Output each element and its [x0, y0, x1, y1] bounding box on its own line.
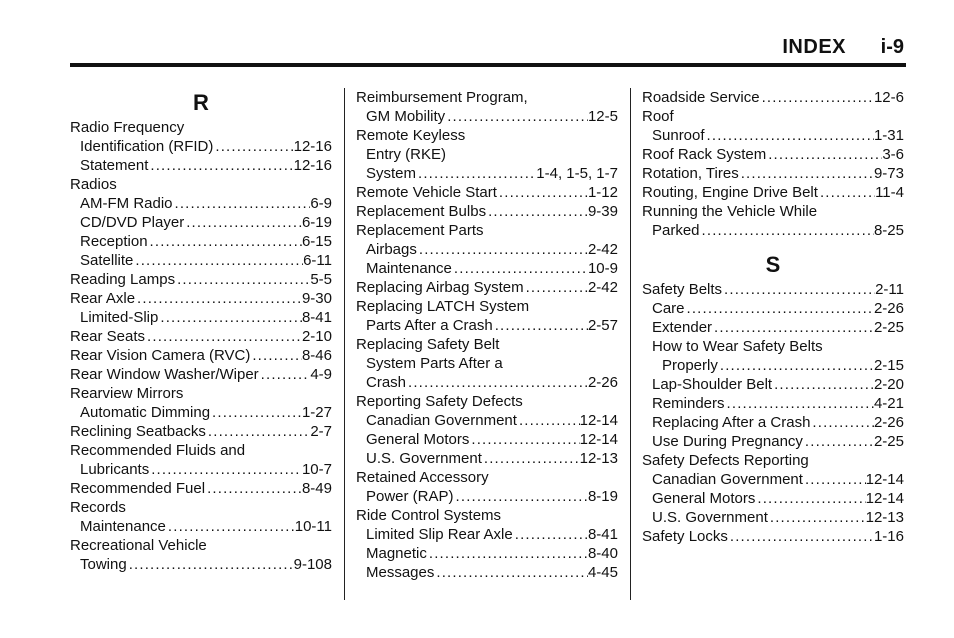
- index-entry-page: 11-4: [875, 184, 904, 201]
- dot-leader: [145, 327, 302, 346]
- index-entry: [356, 126, 618, 145]
- index-entry-page: 10-11: [294, 518, 332, 535]
- index-entry-text: Rear Vision Camera (RVC): [70, 347, 251, 364]
- index-entry-page: 2-11: [875, 281, 904, 298]
- index-entry-text: Running the Vehicle While: [642, 203, 818, 220]
- index-entry-page: 12-5: [587, 108, 618, 125]
- index-entry: [70, 156, 332, 175]
- index-entry-text: GM Mobility: [366, 108, 446, 125]
- dot-leader: [158, 308, 302, 327]
- index-entry-page: 1-4, 1-5, 1-7: [536, 165, 618, 182]
- index-entry-list: [356, 88, 618, 582]
- dot-leader: [718, 356, 874, 375]
- index-entry: [642, 413, 904, 432]
- index-entry-text: Crash: [366, 374, 407, 391]
- index-entry-page: 8-41: [587, 526, 618, 543]
- dot-leader: [739, 164, 874, 183]
- index-entry-page: 10-9: [587, 260, 618, 277]
- dot-leader: [497, 183, 588, 202]
- index-entry: [356, 316, 618, 335]
- index-entry-text: U.S. Government: [652, 509, 768, 526]
- index-entry-page: 1-12: [587, 184, 618, 201]
- dot-leader: [454, 487, 588, 506]
- dot-leader: [760, 88, 874, 107]
- dot-leader: [210, 403, 302, 422]
- dot-leader: [127, 555, 294, 574]
- dot-leader: [513, 525, 588, 544]
- index-entry-text: Magnetic: [366, 545, 427, 562]
- index-entry: [642, 337, 904, 356]
- index-entry-page: 2-26: [873, 414, 904, 431]
- index-entry-page: 12-16: [293, 157, 332, 174]
- index-entry: [642, 88, 904, 107]
- index-entry: [70, 289, 332, 308]
- index-entry: [642, 183, 904, 202]
- index-entry: [356, 88, 618, 107]
- index-entry-text: Replacing LATCH System: [356, 298, 530, 315]
- dot-leader: [700, 221, 874, 240]
- index-entry: [70, 555, 332, 574]
- index-entry-text: Power (RAP): [366, 488, 454, 505]
- index-entry: [356, 145, 618, 164]
- index-entry-page: 2-10: [301, 328, 332, 345]
- index-entry: [356, 430, 618, 449]
- index-entry: [356, 354, 618, 373]
- index-entry-page: 12-14: [865, 471, 904, 488]
- index-entry-page: 2-7: [310, 423, 332, 440]
- index-entry-page: 8-19: [587, 488, 618, 505]
- dot-leader: [205, 479, 302, 498]
- dot-leader: [184, 213, 302, 232]
- index-entry-text: Parts After a Crash: [366, 317, 493, 334]
- dot-leader: [803, 432, 874, 451]
- index-entry: [70, 498, 332, 517]
- index-entry: [356, 240, 618, 259]
- index-entry: [642, 432, 904, 451]
- index-entry: [356, 468, 618, 487]
- header-title: INDEX: [782, 36, 846, 58]
- index-entry-page: 8-41: [301, 309, 332, 326]
- index-entry-text: Rear Window Washer/Wiper: [70, 366, 259, 383]
- index-entry-text: Reclining Seatbacks: [70, 423, 206, 440]
- index-entry-page: 6-15: [301, 233, 332, 250]
- index-entry: [356, 183, 618, 202]
- index-entry: [642, 527, 904, 546]
- index-entry-text: Automatic Dimming: [80, 404, 211, 421]
- index-entry-text: Reporting Safety Defects: [356, 393, 523, 410]
- dot-leader: [810, 413, 874, 432]
- index-entry-text: Recommended Fuel: [70, 480, 206, 497]
- index-entry: [70, 137, 332, 156]
- index-entry: [356, 335, 618, 354]
- index-entry: [356, 297, 618, 316]
- index-entry-page: 9-108: [293, 556, 332, 573]
- dot-leader: [524, 278, 588, 297]
- index-entry: [642, 318, 904, 337]
- index-entry: [356, 202, 618, 221]
- index-entry-text: Maintenance: [366, 260, 452, 277]
- index-entry-page: 2-15: [873, 357, 904, 374]
- dot-leader: [493, 316, 588, 335]
- index-entry-page: 2-26: [873, 300, 904, 317]
- index-entry-page: 6-11: [303, 252, 332, 269]
- index-entry: [356, 563, 618, 582]
- index-column-1: [70, 88, 332, 574]
- dot-leader: [818, 183, 875, 202]
- index-entry-page: 12-14: [865, 490, 904, 507]
- index-entry: [70, 327, 332, 346]
- index-entry-text: Statement: [80, 157, 149, 174]
- index-entry-page: 12-13: [865, 509, 904, 526]
- dot-leader: [725, 394, 874, 413]
- index-entry-text: Rear Seats: [70, 328, 146, 345]
- index-entry: [642, 451, 904, 470]
- index-entry: [642, 164, 904, 183]
- index-column-3: [642, 88, 904, 546]
- index-entry-page: 2-57: [587, 317, 618, 334]
- dot-leader: [486, 202, 588, 221]
- index-entry: [356, 107, 618, 126]
- index-entry-page: 6-19: [301, 214, 332, 231]
- dot-leader: [452, 259, 588, 278]
- index-entry-page: 8-25: [873, 222, 904, 239]
- dot-leader: [149, 460, 302, 479]
- index-entry: [356, 392, 618, 411]
- index-entry-page: 12-6: [873, 89, 904, 106]
- column-divider: [630, 88, 631, 600]
- index-entry-text: Radios: [70, 176, 117, 193]
- dot-leader: [175, 270, 310, 289]
- section-spacer: [642, 240, 904, 250]
- index-entry-text: General Motors: [366, 431, 470, 448]
- index-entry: [642, 126, 904, 145]
- index-entry: [356, 487, 618, 506]
- dot-leader: [482, 449, 580, 468]
- index-entry-text: Replacing After a Crash: [652, 414, 811, 431]
- index-entry-text: Replacement Bulbs: [356, 203, 487, 220]
- index-column-2: [356, 88, 618, 582]
- index-entry-text: Towing: [80, 556, 127, 573]
- index-entry-text: Roadside Service: [642, 89, 760, 106]
- dot-leader: [213, 137, 293, 156]
- index-entry-page: 4-9: [310, 366, 332, 383]
- index-entry: [70, 175, 332, 194]
- dot-leader: [434, 563, 588, 582]
- dot-leader: [766, 145, 882, 164]
- index-entry-list: [70, 118, 332, 574]
- index-entry-text: Safety Defects Reporting: [642, 452, 809, 469]
- dot-leader: [250, 346, 302, 365]
- index-entry-page: 2-42: [587, 241, 618, 258]
- index-entry-page: 12-14: [579, 431, 618, 448]
- index-entry-text: Rear Axle: [70, 290, 136, 307]
- dot-leader: [803, 470, 866, 489]
- index-entry: [70, 232, 332, 251]
- index-entry-page: 9-73: [873, 165, 904, 182]
- index-entry-text: Limited Slip Rear Axle: [366, 526, 513, 543]
- index-entry: [642, 470, 904, 489]
- index-entry-text: System: [366, 165, 417, 182]
- index-entry-text: Roof: [642, 108, 674, 125]
- dot-leader: [772, 375, 874, 394]
- dot-leader: [406, 373, 588, 392]
- dot-leader: [173, 194, 311, 213]
- dot-leader: [135, 289, 302, 308]
- dot-leader: [206, 422, 310, 441]
- index-entry-text: Safety Locks: [642, 528, 728, 545]
- index-entry-text: Identification (RFID): [80, 138, 214, 155]
- index-entry-text: Rearview Mirrors: [70, 385, 184, 402]
- index-entry-text: CD/DVD Player: [80, 214, 185, 231]
- index-entry-text: Canadian Government: [366, 412, 517, 429]
- index-entry-text: Care: [652, 300, 685, 317]
- dot-leader: [755, 489, 865, 508]
- index-entry-text: U.S. Government: [366, 450, 482, 467]
- index-entry: [642, 508, 904, 527]
- index-entry-page: 1-16: [873, 528, 904, 545]
- dot-leader: [133, 251, 303, 270]
- dot-leader: [259, 365, 311, 384]
- index-entry-text: Safety Belts: [642, 281, 723, 298]
- index-entry-text: Reception: [80, 233, 148, 250]
- header-page-number: i-9: [880, 36, 904, 58]
- index-entry-list: [642, 280, 904, 546]
- column-divider: [344, 88, 345, 600]
- index-entry-text: Reminders: [652, 395, 725, 412]
- dot-leader: [148, 156, 293, 175]
- index-entry-text: Radio Frequency: [70, 119, 185, 136]
- index-entry-text: Properly: [662, 357, 718, 374]
- index-entry-text: How to Wear Safety Belts: [652, 338, 823, 355]
- index-entry-page: 8-46: [301, 347, 332, 364]
- dot-leader: [166, 517, 295, 536]
- dot-leader: [705, 126, 874, 145]
- index-entry: [642, 145, 904, 164]
- index-entry-page: 8-49: [301, 480, 332, 497]
- index-entry: [356, 506, 618, 525]
- index-entry: [356, 221, 618, 240]
- index-entry: [642, 280, 904, 299]
- index-entry-text: Records: [70, 499, 126, 516]
- index-entry-text: Retained Accessory: [356, 469, 489, 486]
- index-entry-text: Replacing Safety Belt: [356, 336, 500, 353]
- dot-leader: [148, 232, 302, 251]
- index-entry-text: Reading Lamps: [70, 271, 176, 288]
- index-entry-text: Satellite: [80, 252, 134, 269]
- index-entry-page: 9-30: [301, 290, 332, 307]
- index-entry-text: Entry (RKE): [366, 146, 447, 163]
- dot-leader: [416, 164, 536, 183]
- index-entry-page: 2-42: [587, 279, 618, 296]
- index-entry-page: 2-26: [587, 374, 618, 391]
- index-entry-page: 1-27: [301, 404, 332, 421]
- dot-leader: [685, 299, 874, 318]
- dot-leader: [427, 544, 588, 563]
- index-entry: [356, 373, 618, 392]
- index-entry-text: Recommended Fluids and: [70, 442, 246, 459]
- index-entry: [642, 356, 904, 375]
- index-entry-text: Canadian Government: [652, 471, 803, 488]
- index-entry-text: Remote Vehicle Start: [356, 184, 497, 201]
- index-entry-text: Replacing Airbag System: [356, 279, 524, 296]
- index-entry-text: Remote Keyless: [356, 127, 466, 144]
- dot-leader: [768, 508, 866, 527]
- index-entry: [356, 259, 618, 278]
- index-entry-text: Routing, Engine Drive Belt: [642, 184, 818, 201]
- index-entry-page: 4-21: [873, 395, 904, 412]
- index-entry-text: General Motors: [652, 490, 756, 507]
- index-entry-text: Parked: [652, 222, 700, 239]
- index-entry-text: Recreational Vehicle: [70, 537, 207, 554]
- index-entry-page: 12-13: [579, 450, 618, 467]
- section-letter-s: S: [765, 252, 781, 277]
- index-entry-text: Replacement Parts: [356, 222, 484, 239]
- dot-leader: [712, 318, 874, 337]
- page-header: [70, 36, 906, 62]
- index-entry: [70, 270, 332, 289]
- index-entry: [70, 536, 332, 555]
- index-entry-page: 8-40: [587, 545, 618, 562]
- index-entry-page: 12-14: [579, 412, 618, 429]
- index-entry: [70, 517, 332, 536]
- index-entry-page: 10-7: [301, 461, 332, 478]
- index-entry: [356, 449, 618, 468]
- index-entry: [70, 194, 332, 213]
- index-entry: [356, 164, 618, 183]
- dot-leader: [445, 107, 588, 126]
- index-entry-list: [642, 88, 904, 240]
- index-entry-text: Messages: [366, 564, 435, 581]
- index-entry-page: 2-25: [873, 433, 904, 450]
- index-entry: [356, 411, 618, 430]
- index-entry: [356, 278, 618, 297]
- index-entry: [70, 403, 332, 422]
- index-entry: [70, 422, 332, 441]
- index-entry-text: Airbags: [366, 241, 417, 258]
- index-entry: [70, 384, 332, 403]
- index-entry-text: Maintenance: [80, 518, 166, 535]
- header-rule: [70, 63, 906, 67]
- index-entry-text: Ride Control Systems: [356, 507, 502, 524]
- index-entry: [642, 299, 904, 318]
- index-entry-page: 4-45: [587, 564, 618, 581]
- index-entry-text: Lap-Shoulder Belt: [652, 376, 773, 393]
- dot-leader: [728, 527, 874, 546]
- index-entry-text: Lubricants: [80, 461, 150, 478]
- dot-leader: [722, 280, 875, 299]
- index-entry: [70, 118, 332, 137]
- index-entry: [70, 441, 332, 460]
- index-entry-text: Sunroof: [652, 127, 705, 144]
- index-entry-page: 1-31: [873, 127, 904, 144]
- index-entry-text: Limited-Slip: [80, 309, 159, 326]
- index-entry: [642, 221, 904, 240]
- index-entry-text: Use During Pregnancy: [652, 433, 803, 450]
- index-entry-page: 12-16: [293, 138, 332, 155]
- index-entry-page: 2-20: [873, 376, 904, 393]
- section-letter-r: R: [193, 90, 209, 115]
- index-entry-page: 6-9: [310, 195, 332, 212]
- index-entry-page: 2-25: [873, 319, 904, 336]
- index-entry: [642, 202, 904, 221]
- dot-leader: [469, 430, 579, 449]
- index-entry-text: Reimbursement Program,: [356, 89, 528, 106]
- dot-leader: [417, 240, 588, 259]
- index-entry: [70, 460, 332, 479]
- index-entry: [356, 525, 618, 544]
- index-entry-page: 5-5: [310, 271, 332, 288]
- index-entry: [70, 213, 332, 232]
- index-entry: [70, 479, 332, 498]
- index-entry-text: System Parts After a: [366, 355, 503, 372]
- index-entry: [642, 107, 904, 126]
- index-entry: [642, 489, 904, 508]
- index-entry: [642, 375, 904, 394]
- index-entry: [356, 544, 618, 563]
- index-entry-text: Rotation, Tires: [642, 165, 739, 182]
- index-entry-page: 9-39: [587, 203, 618, 220]
- index-entry-page: 3-6: [882, 146, 904, 163]
- index-entry-text: AM-FM Radio: [80, 195, 173, 212]
- index-entry-text: Roof Rack System: [642, 146, 767, 163]
- index-entry-text: Extender: [652, 319, 713, 336]
- index-entry: [70, 346, 332, 365]
- index-entry: [70, 365, 332, 384]
- dot-leader: [517, 411, 580, 430]
- index-entry: [70, 308, 332, 327]
- index-entry: [70, 251, 332, 270]
- index-entry: [642, 394, 904, 413]
